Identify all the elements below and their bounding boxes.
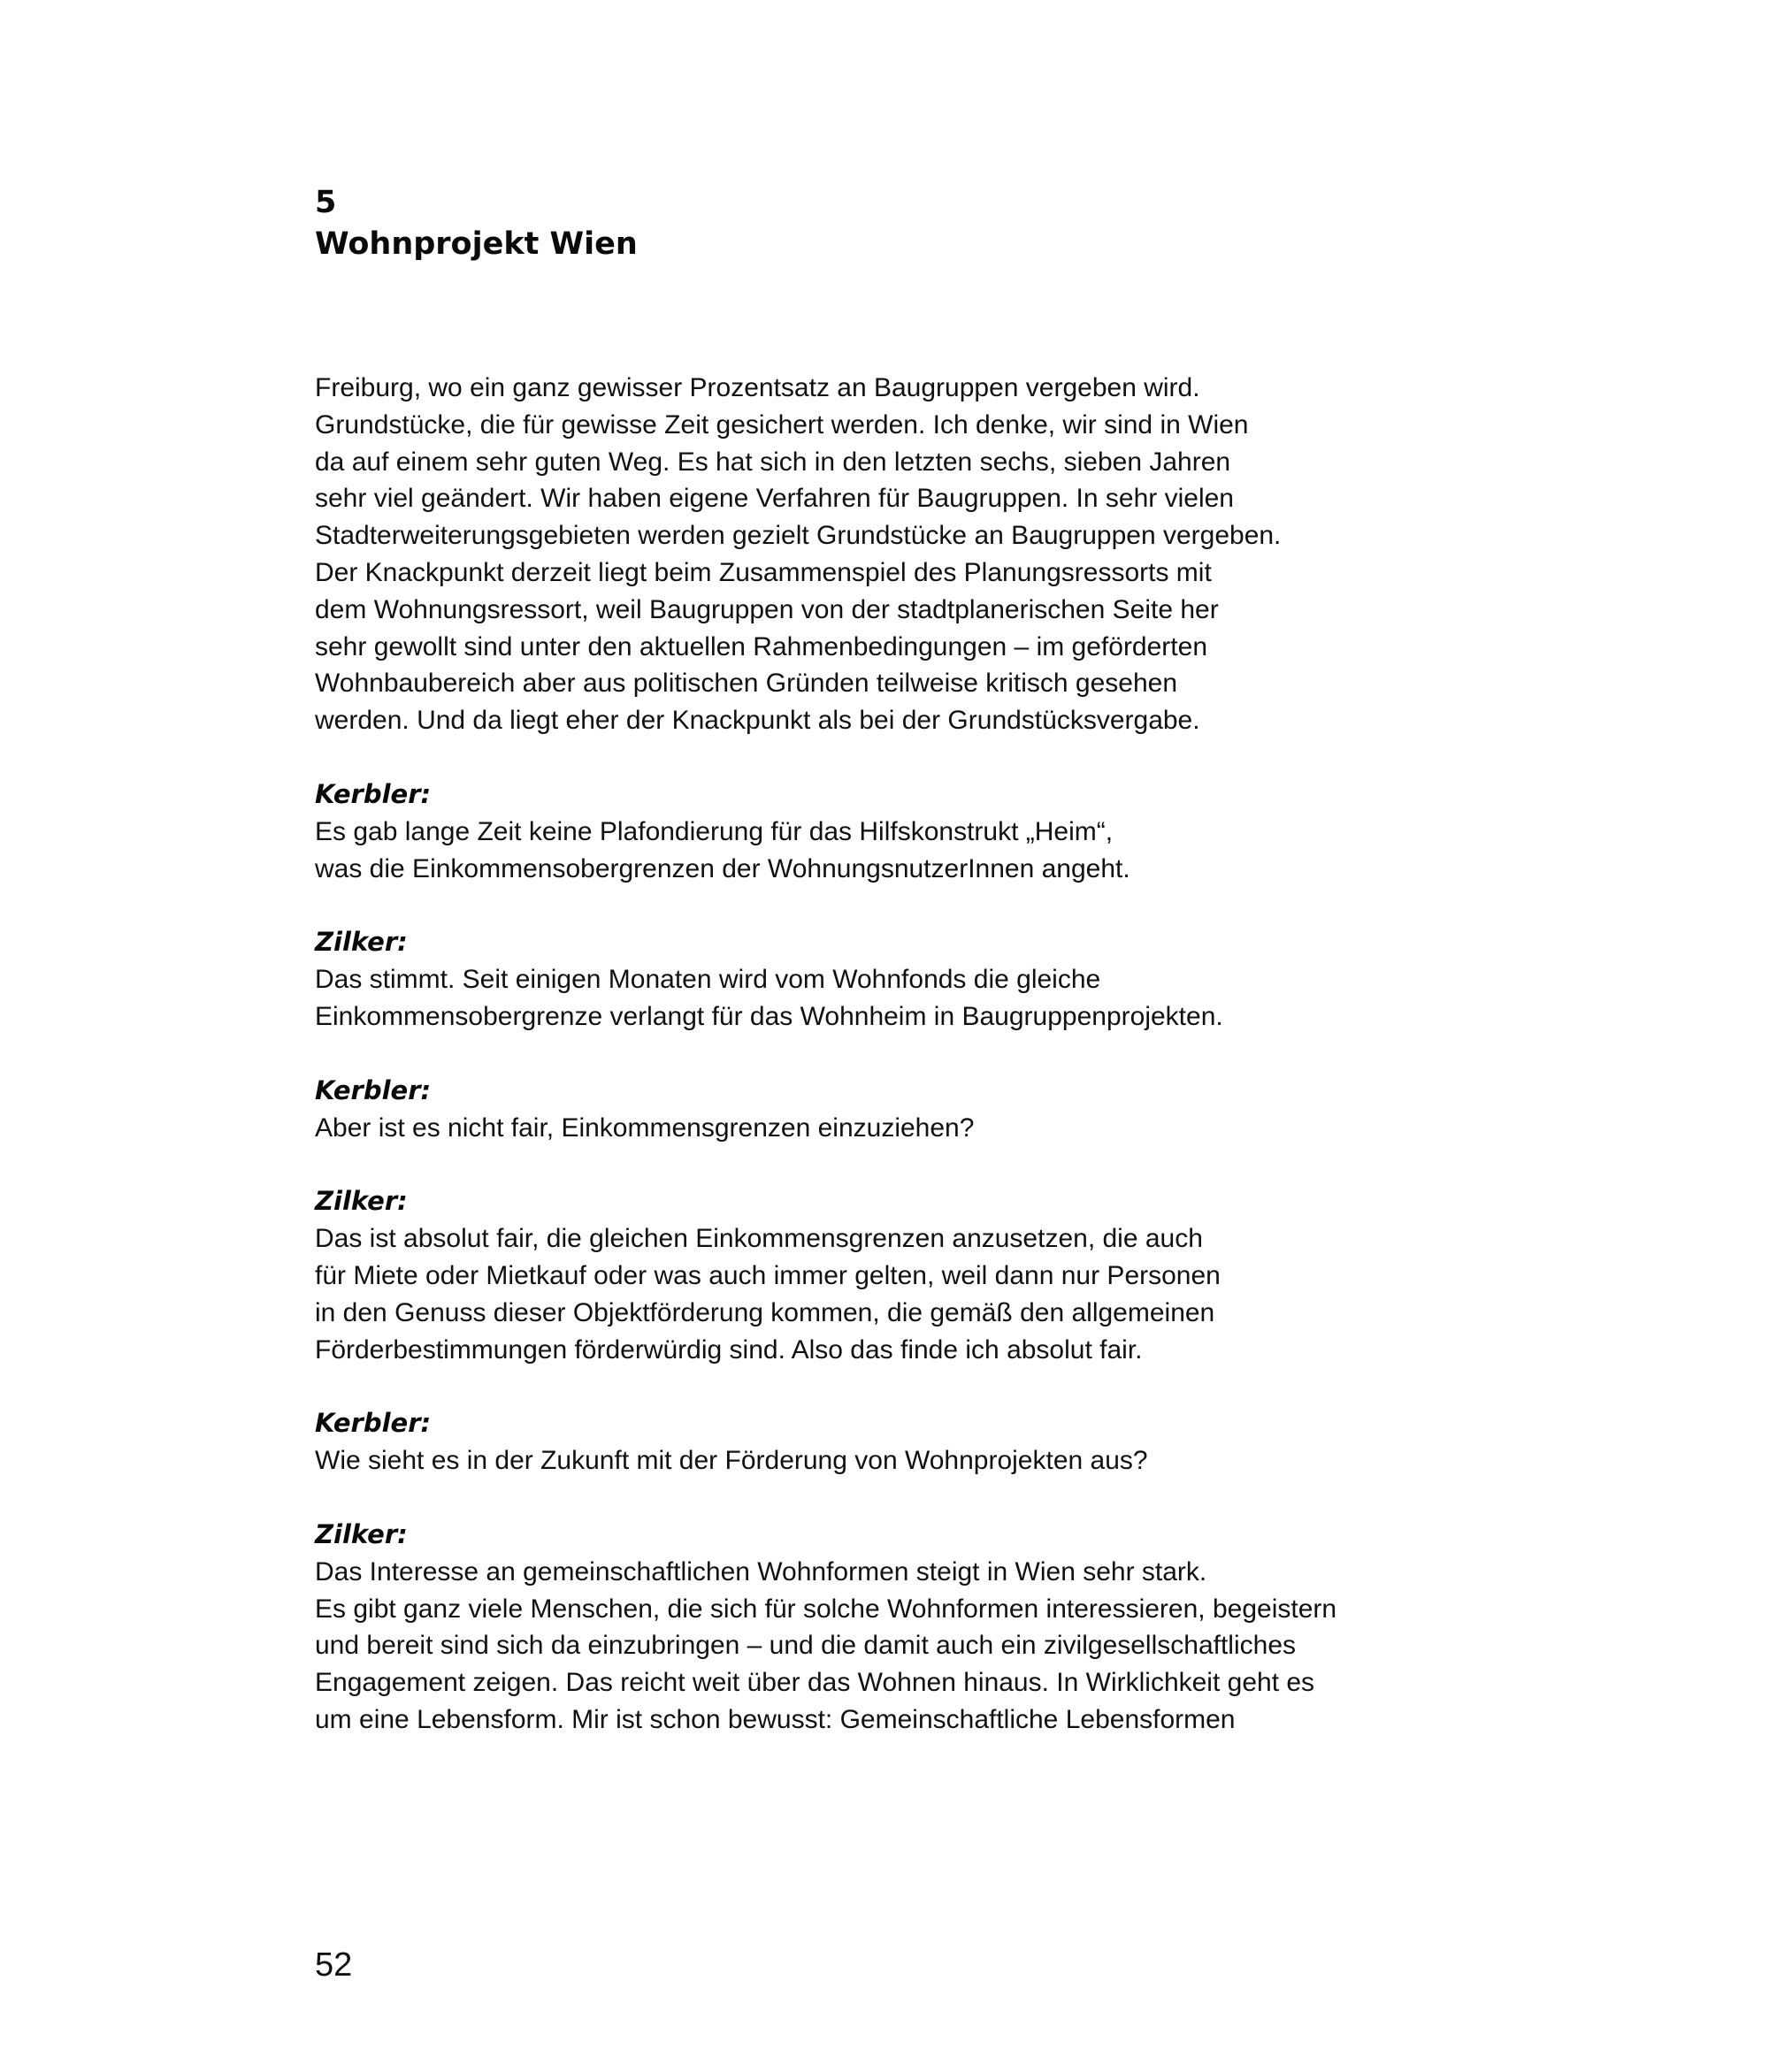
text-line: Förderbestimmungen förderwürdig sind. Also das finde ich absolut fair.: [315, 1334, 1143, 1365]
speaker-label: Kerbler:: [315, 1074, 432, 1105]
text-line: werden. Und da liegt eher der Knackpunkt als bei der Grundstücksvergabe.: [315, 706, 1200, 736]
intro-paragraph: [315, 370, 1491, 739]
speaker-label: Zilker:: [315, 927, 408, 958]
dialogue-block: [315, 1073, 1491, 1147]
speaker-label: Zilker:: [315, 1186, 408, 1217]
text-line: Das ist absolut fair, die gleichen Einkommensgrenzen anzusetzen, die auch: [315, 1224, 1203, 1254]
text-line: um eine Lebensform. Mir ist schon bewusst: Gemeinschaftliche Lebensformen: [315, 1704, 1236, 1734]
text-line: und bereit sind sich da einzubringen – und die damit auch ein zivilgesellschaftliches: [315, 1631, 1297, 1661]
text-line: was die Einkommensobergrenzen der WohnungsnutzerInnen angeht.: [315, 853, 1130, 883]
chapter-heading: [315, 182, 638, 265]
speaker-label: Zilker:: [315, 1518, 408, 1549]
text-line: in den Genuss dieser Objektförderung kommen, die gemäß den allgemeinen: [315, 1297, 1215, 1327]
text-line: Engagement zeigen. Das reicht weit über das Wohnen hinaus. In Wirklichkeit geht es: [315, 1668, 1315, 1698]
speech-paragraph: [315, 1220, 1491, 1368]
dialogue-block: [315, 1183, 1491, 1368]
text-line: Aber ist es nicht fair, Einkommensgrenzen einzuziehen?: [315, 1112, 975, 1143]
dialogue-block: [315, 924, 1491, 1035]
text-line: Wohnbaubereich aber aus politischen Gründen teilweise kritisch gesehen: [315, 669, 1178, 699]
speech-paragraph: [315, 814, 1491, 888]
speech-paragraph: [315, 961, 1491, 1036]
text-line: Das stimmt. Seit einigen Monaten wird vom Wohnfonds die gleiche: [315, 965, 1101, 995]
text-line: Der Knackpunkt derzeit liegt beim Zusammenspiel des Planungsressorts mit: [315, 557, 1212, 587]
interview-text: [315, 370, 1491, 1739]
text-line: für Miete oder Mietkauf oder was auch immer gelten, weil dann nur Personen: [315, 1260, 1221, 1290]
text-line: Freiburg, wo ein ganz gewisser Prozentsatz an Baugruppen vergeben wird.: [315, 373, 1200, 402]
text-line: sehr viel geändert. Wir haben eigene Verfahren für Baugruppen. In sehr vielen: [315, 484, 1234, 514]
text-line: Es gibt ganz viele Menschen, die sich für solche Wohnformen interessieren, begeistern: [315, 1594, 1337, 1624]
text-line: Stadterweiterungsgebieten werden gezielt Grundstücke an Baugruppen vergeben.: [315, 521, 1282, 551]
dialogue-block: [315, 1405, 1491, 1479]
speaker-label: Kerbler:: [315, 1408, 432, 1439]
text-line: da auf einem sehr guten Weg. Es hat sich in den letzten sechs, sieben Jahren: [315, 447, 1231, 477]
text-line: Einkommensobergrenze verlangt für das Wohnheim in Baugruppenprojekten.: [315, 1001, 1223, 1031]
text-line: Das Interesse an gemeinschaftlichen Wohnformen steigt in Wien sehr stark.: [315, 1556, 1207, 1586]
speech-paragraph: [315, 1554, 1491, 1739]
dialogue-block: [315, 1517, 1491, 1739]
dialogue-block: [315, 776, 1491, 887]
page-number: 52: [315, 1946, 353, 1984]
speech-paragraph: [315, 1110, 1491, 1147]
chapter-number: 5: [315, 185, 337, 220]
text-line: Grundstücke, die für gewisse Zeit gesichert werden. Ich denke, wir sind in Wien: [315, 409, 1249, 440]
text-line: sehr gewollt sind unter den aktuellen Rahmenbedingungen – im geförderten: [315, 631, 1207, 661]
chapter-title: Wohnprojekt Wien: [315, 226, 638, 262]
text-line: Wie sieht es in der Zukunft mit der Förderung von Wohnprojekten aus?: [315, 1446, 1148, 1476]
text-line: Es gab lange Zeit keine Plafondierung für das Hilfskonstrukt „Heim“,: [315, 816, 1114, 846]
text-line: dem Wohnungsressort, weil Baugruppen von der stadtplanerischen Seite her: [315, 594, 1219, 624]
speaker-label: Kerbler:: [315, 778, 432, 809]
speech-paragraph: [315, 1442, 1491, 1479]
